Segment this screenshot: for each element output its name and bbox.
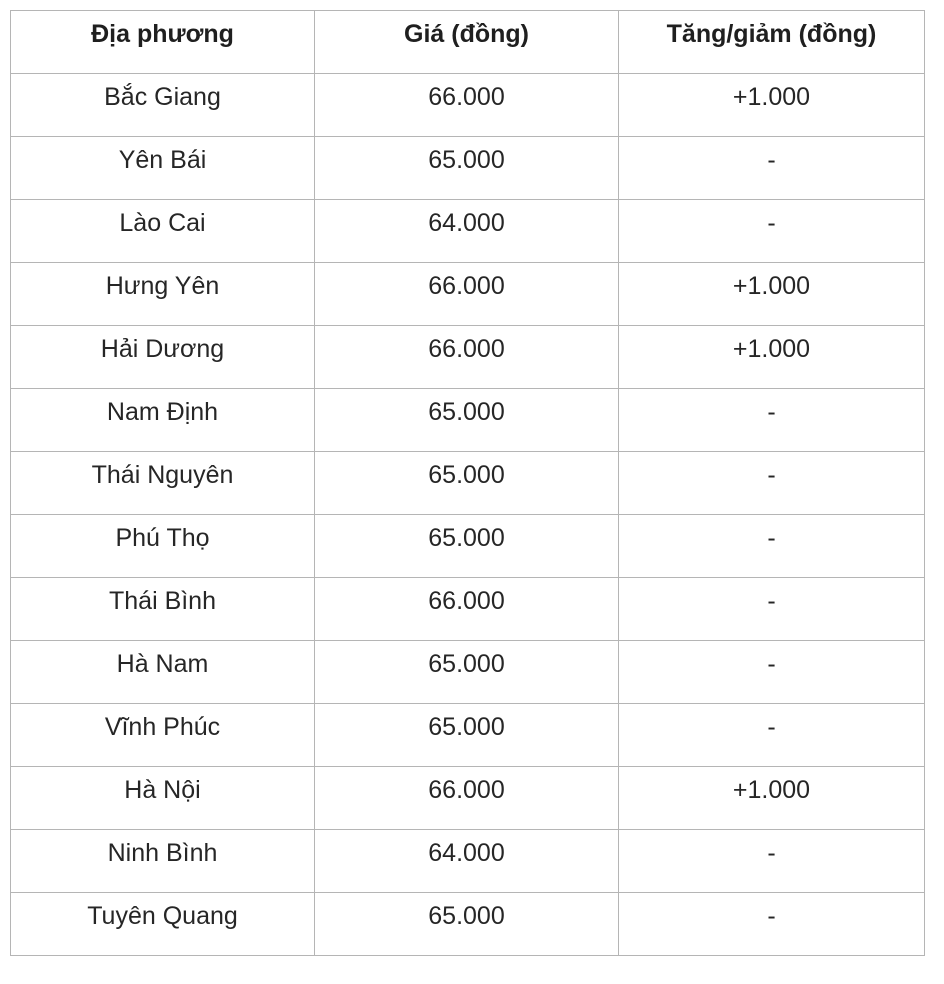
table-row [11,74,925,137]
cell-price: 66.000 [315,767,619,830]
cell-region: Tuyên Quang [11,893,315,956]
table-row [11,830,925,893]
cell-price: 65.000 [315,389,619,452]
cell-price: 65.000 [315,641,619,704]
cell-price: 66.000 [315,578,619,641]
cell-change: - [619,137,925,200]
cell-change: +1.000 [619,767,925,830]
cell-region: Hưng Yên [11,263,315,326]
cell-price: 64.000 [315,830,619,893]
cell-region: Hà Nội [11,767,315,830]
cell-region: Phú Thọ [11,515,315,578]
table-row [11,389,925,452]
table-row [11,641,925,704]
cell-region: Yên Bái [11,137,315,200]
table-row [11,200,925,263]
cell-change: - [619,578,925,641]
header-region: Địa phương [11,11,315,74]
cell-price: 65.000 [315,704,619,767]
table-row [11,515,925,578]
cell-change: - [619,830,925,893]
price-table [10,10,925,956]
cell-price: 66.000 [315,74,619,137]
table-row [11,578,925,641]
cell-region: Hà Nam [11,641,315,704]
cell-price: 66.000 [315,263,619,326]
cell-change: +1.000 [619,263,925,326]
cell-region: Thái Bình [11,578,315,641]
cell-change: - [619,515,925,578]
table-row [11,767,925,830]
price-table-container [10,10,925,956]
cell-region: Thái Nguyên [11,452,315,515]
cell-price: 66.000 [315,326,619,389]
cell-change: - [619,389,925,452]
cell-region: Ninh Bình [11,830,315,893]
table-row [11,704,925,767]
cell-price: 65.000 [315,515,619,578]
table-row [11,263,925,326]
cell-region: Bắc Giang [11,74,315,137]
cell-region: Hải Dương [11,326,315,389]
table-header-row [11,11,925,74]
cell-change: +1.000 [619,326,925,389]
cell-region: Lào Cai [11,200,315,263]
cell-region: Nam Định [11,389,315,452]
table-row [11,137,925,200]
cell-price: 65.000 [315,137,619,200]
header-change: Tăng/giảm (đồng) [619,11,925,74]
cell-price: 64.000 [315,200,619,263]
cell-price: 65.000 [315,893,619,956]
header-price: Giá (đồng) [315,11,619,74]
cell-price: 65.000 [315,452,619,515]
cell-region: Vĩnh Phúc [11,704,315,767]
cell-change: - [619,641,925,704]
cell-change: - [619,704,925,767]
table-row [11,452,925,515]
cell-change: - [619,200,925,263]
cell-change: - [619,893,925,956]
table-row [11,326,925,389]
cell-change: +1.000 [619,74,925,137]
table-row [11,893,925,956]
cell-change: - [619,452,925,515]
